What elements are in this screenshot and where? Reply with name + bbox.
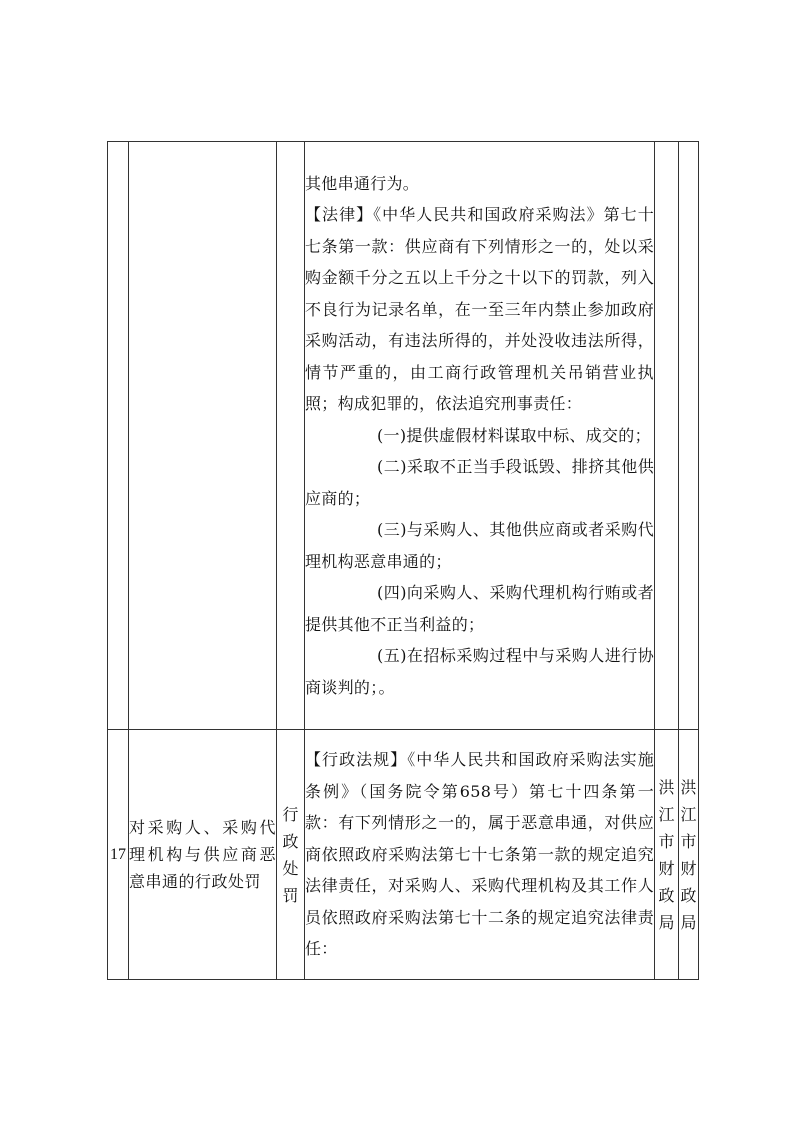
document-table <box>107 141 699 980</box>
basis-clause: (四)向采购人、采购代理机构行贿或者提供其他不正当利益的； <box>305 583 654 634</box>
table-row-continued <box>108 142 699 730</box>
basis-clause: (三)与采购人、其他供应商或者采购代理机构恶意串通的； <box>305 520 654 571</box>
basis-clause: (二)采取不正当手段诋毁、排挤其他供应商的； <box>305 457 654 508</box>
implementing-dept-cell <box>655 142 679 730</box>
item-type-cell: 行政处罚 <box>277 730 305 980</box>
responsible-dept-cell <box>679 142 699 730</box>
table-row-17 <box>108 730 699 980</box>
legal-basis-cell <box>305 730 655 980</box>
basis-paragraph: 其他串通行为。 <box>305 173 420 193</box>
implementing-dept-cell: 洪江市财政局 <box>655 730 679 980</box>
responsible-dept-cell: 洪江市财政局 <box>679 730 699 980</box>
item-name-cell <box>129 142 277 730</box>
row-number-cell <box>108 142 129 730</box>
basis-paragraph: 【行政法规】《中华人民共和国政府采购法实施条例》（国务院令第658号）第七十四条第一款：有下列情形之一的，属于恶意串通，对供应商依照政府采购法第七十七条第一款的规定追究法律责任，对采购人、采购代理机构及其工作人员依照政府采购法第七十二条的规定追究法律责任： <box>305 750 654 959</box>
item-type-cell <box>277 142 305 730</box>
basis-clause: (五)在招标采购过程中与采购人进行协商谈判的；。 <box>305 646 654 697</box>
basis-clause: (一)提供虚假材料谋取中标、成交的； <box>377 425 651 445</box>
row-number-cell: 17 <box>108 730 129 980</box>
legal-basis-cell <box>305 142 655 730</box>
item-name-cell: 对采购人、采购代理机构与供应商恶意串通的行政处罚 <box>129 730 277 980</box>
basis-paragraph: 【法律】《中华人民共和国政府采购法》第七十七条第一款：供应商有下列情形之一的，处以采购金额千分之五以上千分之十以下的罚款，列入不良行为记录名单，在一至三年内禁止参加政府采购活动，有违法所得的，并处没收违法所得，情节严重的，由工商行政管理机关吊销营业执照；构成犯罪的，依法追究刑事责任： <box>305 205 654 414</box>
